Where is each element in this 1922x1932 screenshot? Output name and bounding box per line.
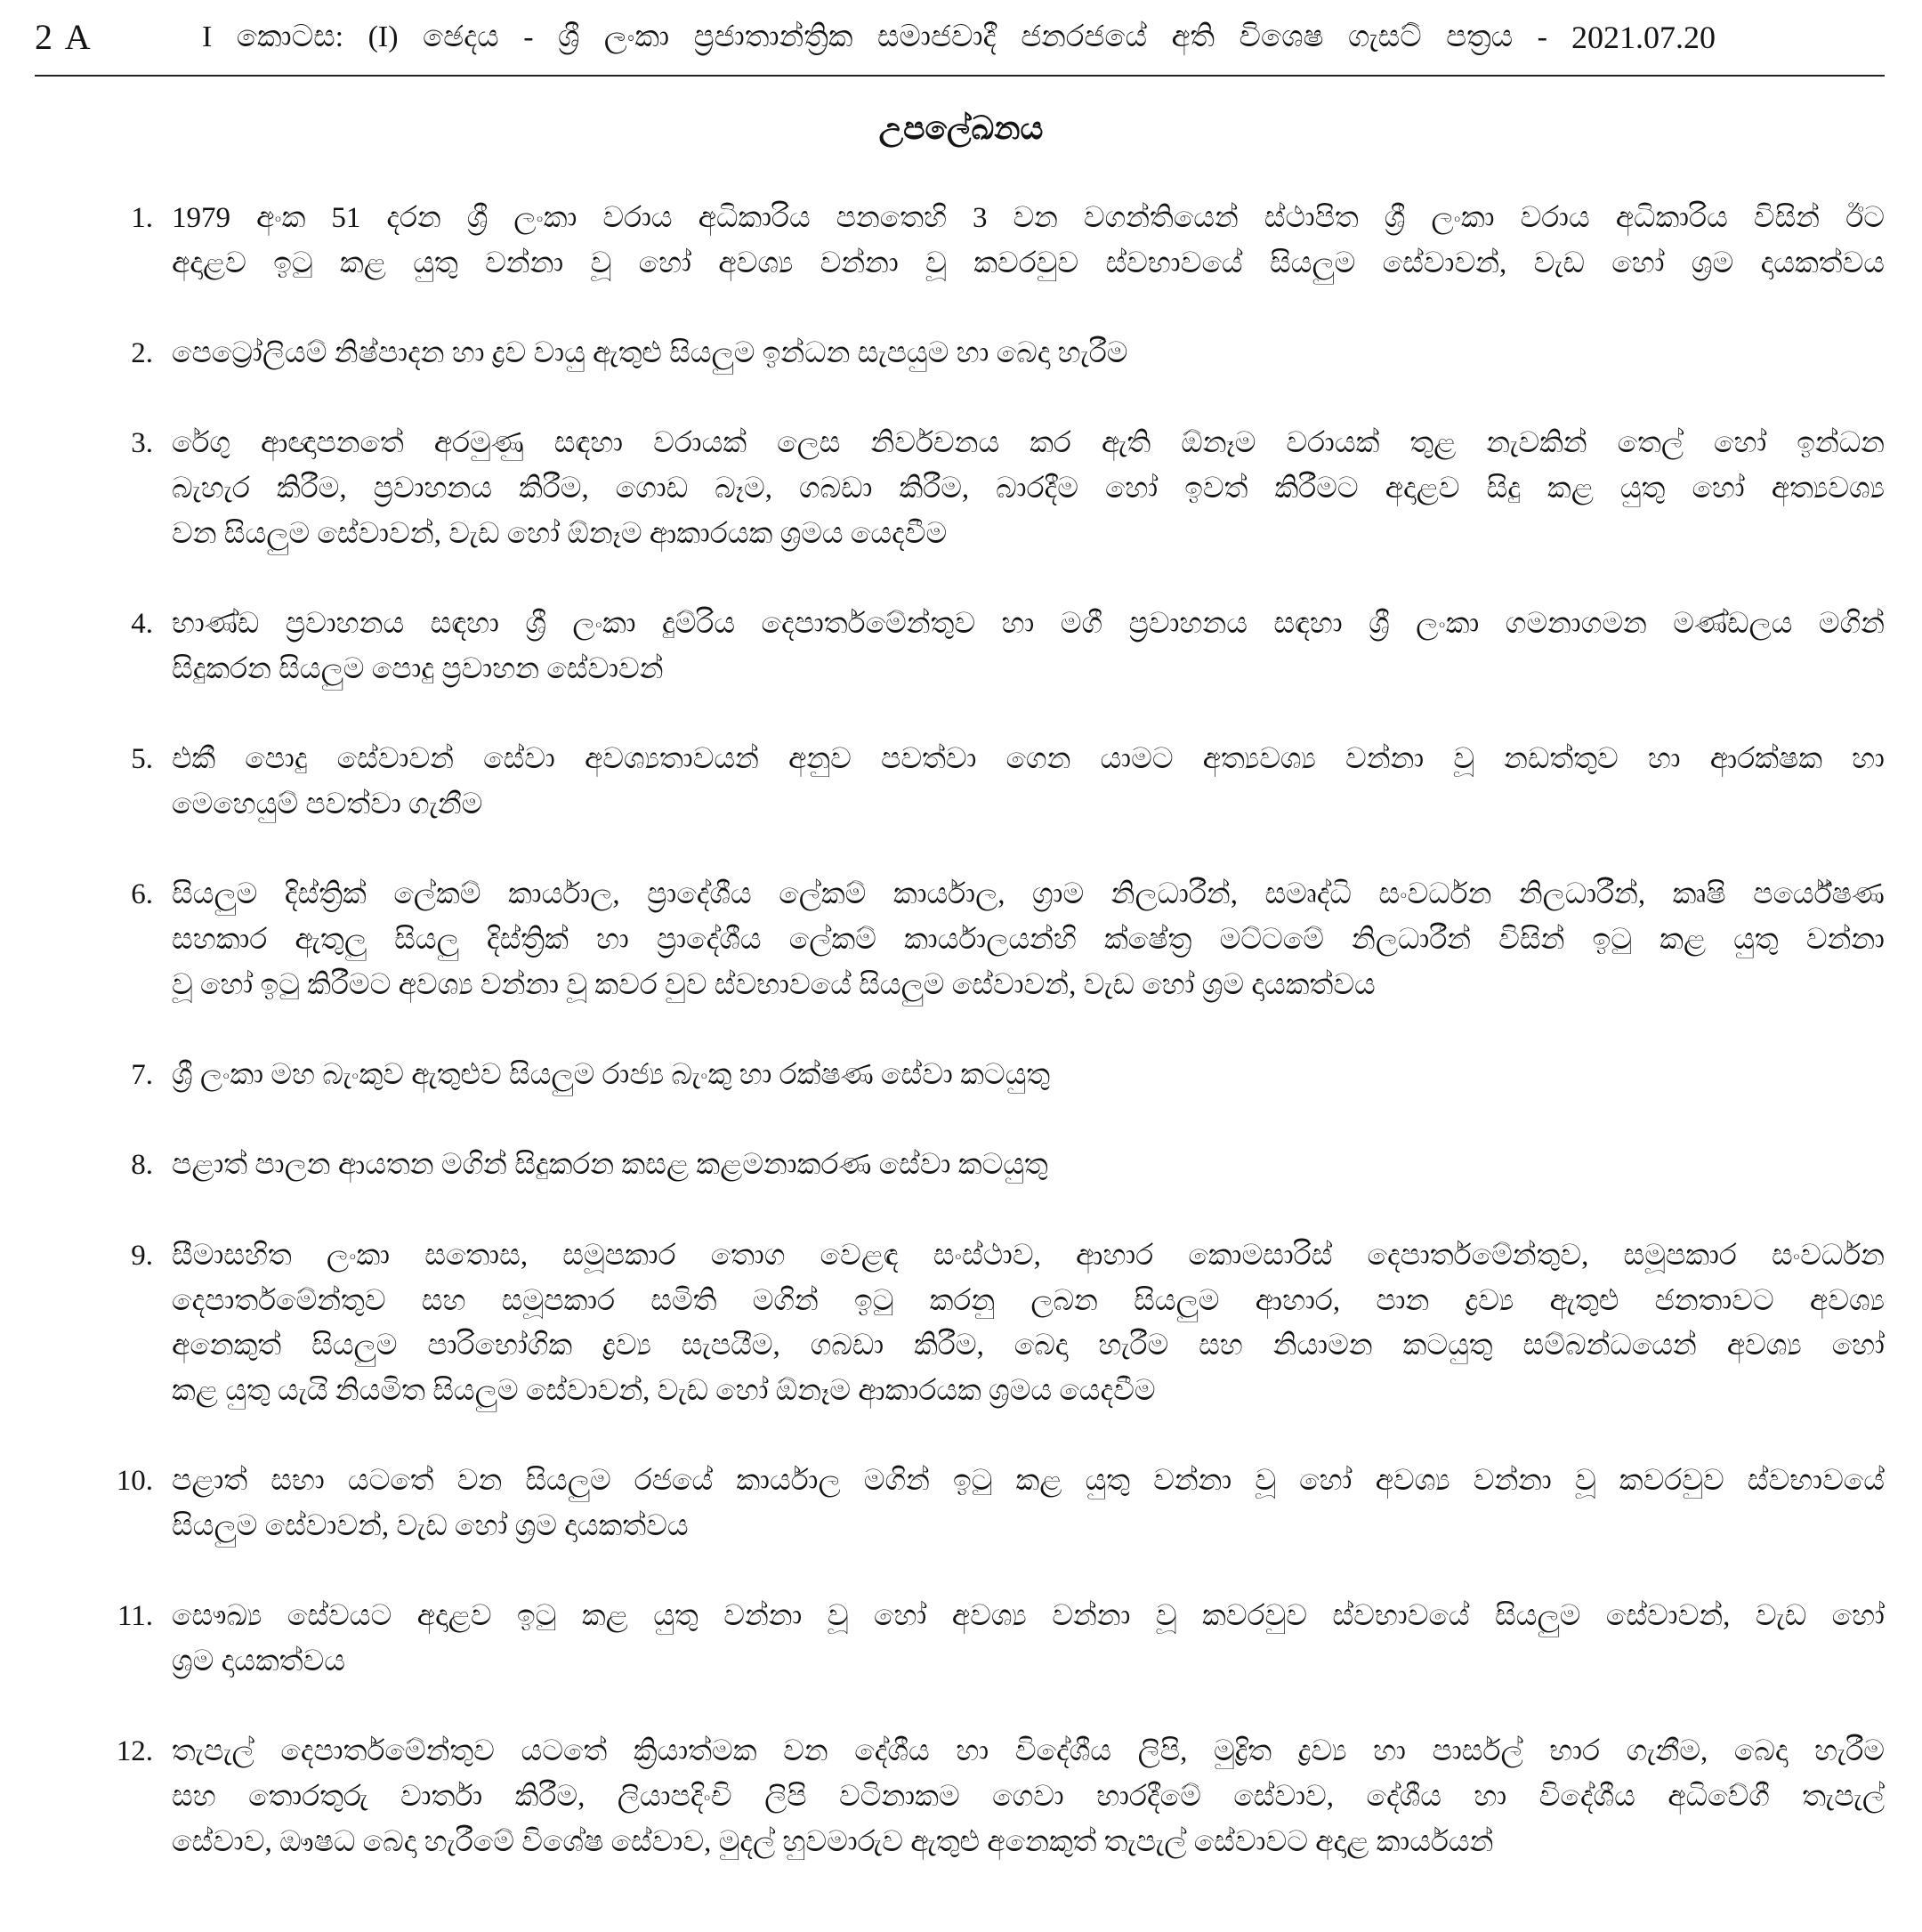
item-number: 11. — [117, 1600, 153, 1633]
item-text-line: අනෙකුත් සියලුම පාරිභෝගික ද්‍රව්‍ය සැපයීම, ගබඩා කිරීම, බෙදා හැරීම සහ නියාමන කටයුතු සම්බන්ධයෙන් අවශ්‍ය හෝ — [172, 1330, 1885, 1362]
item-text-line: සේවාව, ඖෂධ බෙදා හැරීමේ විශේෂ සේවාව, මුදල් හුවමාරුව ඇතුළු අනෙකුත් තැපැල් සේවාවට අදාළ කාර්යයන් — [172, 1825, 1494, 1858]
item-number: 6. — [131, 878, 153, 911]
item-text-line: සහකාර ඇතුලු සියලු දිස්ත්‍රික් හා ප්‍රාදේශීය ලේකම් කාර්යාලයන්හි ක්ෂේත්‍ර මට්ටමේ නිලධාරීන් විසින් ඉටු කළ යුතු වන්නා — [172, 924, 1885, 956]
item-text-line: පළාත් පාලන ආයතන මගින් සිදුකරන කසළ කළමනාකරණ සේවා කටයුතු — [172, 1149, 1048, 1182]
item-text — [172, 421, 1885, 556]
item-number: 5. — [131, 743, 153, 776]
item-number: 2. — [131, 337, 153, 370]
item-text — [172, 1459, 1885, 1548]
schedule-item — [89, 421, 1885, 556]
item-text-line: භාණ්ඩ ප්‍රවාහනය සඳහා ශ්‍රී ලංකා දුම්රිය දෙපාර්තමේන්තුව හා මගී ප්‍රවාහනය සඳහා ශ්‍රී ලංකා ගමනාගමන මණ්ඩලය මගින් — [172, 608, 1885, 641]
item-number: 9. — [131, 1239, 153, 1272]
schedule-item — [89, 196, 1885, 286]
item-text-line: වන සියලුම සේවාවන්, වැඩ හෝ ඕනෑම ආකාරයක ශ්‍රමය යෙදවීම — [172, 517, 948, 550]
schedule-item — [89, 737, 1885, 827]
item-text-line: සීමාසහිත ලංකා සතොස, සමූපකාර තොග වෙළඳ සංස්ථාව, ආහාර කොමසාරිස් දෙපාර්තමේන්තුව, සමූපකාර සංවර්ධන — [172, 1239, 1885, 1272]
item-text-line: ශ්‍රම දායකත්වය — [172, 1645, 345, 1677]
item-number: 8. — [131, 1149, 153, 1182]
item-number: 3. — [131, 427, 153, 460]
item-text-line: එකී පොදු සේවාවන් සේවා අවශ්‍යතාවයන් අනුව පවත්වා ගෙන යාමට අත්‍යවශ්‍ය වන්නා වූ නඩත්තුව හා ආරක්ෂක හා — [172, 743, 1885, 776]
item-number: 1. — [131, 202, 153, 234]
item-text-line: සහ තොරතුරු වාර්තා කිරීම, ලියාපදිංචි ලිපි වටිනාකම ගෙවා භාරදීමේ සේවාව, දේශීය හා විදේශීය අධිවේගී තැපැල් — [172, 1781, 1885, 1814]
item-text-line: පළාත් සභා යටතේ වන සියලුම රජයේ කාර්යාල මගින් ඉටු කළ යුතු වන්නා වූ හෝ අවශ්‍ය වන්නා වූ කවරවුව ස්වභාවයේ — [172, 1465, 1885, 1498]
item-text — [172, 1729, 1885, 1864]
item-text-line: සෞඛ්‍ය සේවයට අදාළව ඉටු කළ යුතු වන්නා වූ හෝ අවශ්‍ය වන්නා වූ කවරවුව ස්වභාවයේ සියලුම සේවාවන්, වැඩ හෝ — [172, 1600, 1885, 1633]
schedule-item — [89, 872, 1885, 1007]
item-text-line: රේගු ආඥාපනතේ අරමුණු සඳහා වරායක් ලෙස නිර්වචනය කර ඇති ඕනෑම වරායක් තුළ නැවකින් තෙල් හෝ ඉන්ධන — [172, 427, 1885, 460]
item-text — [172, 1143, 1885, 1188]
item-text-line: අදාළව ඉටු කළ යුතු වන්නා වූ හෝ අවශ්‍ය වන්නා වූ කවරවුව ස්වභාවයේ සියලුම සේවාවන්, වැඩ හෝ ශ්‍රම දායකත්වය — [172, 247, 1885, 279]
schedule-item — [89, 1143, 1885, 1188]
schedule-item — [89, 602, 1885, 691]
item-text-line: 1979 අංක 51 දරන ශ්‍රී ලංකා වරාය අධිකාරිය පනතෙහි 3 වන වගන්තියෙන් ස්ථාපිත ශ්‍රී ලංකා වරාය අධිකාරිය විසින් ඊට — [172, 202, 1885, 234]
item-number: 4. — [131, 608, 153, 641]
header-rule — [35, 75, 1885, 77]
item-text-line: බැහැර කිරීම, ප්‍රවාහනය කිරීම, ගොඩ බෑම, ගබඩා කිරීම, බාරදීම හෝ ඉවත් කිරීමට අදාළව සිදු කළ යුතු හෝ අත්‍යවශ්‍ය — [172, 473, 1885, 505]
schedule-item — [89, 1459, 1885, 1548]
item-text-line: සිදුකරන සියලුම පොදු ප්‍රවාහන සේවාවන් — [172, 652, 664, 685]
item-text — [172, 331, 1885, 376]
item-text — [172, 602, 1885, 691]
item-text-line: දෙපාර්තමේන්තුව සහ සමූපකාර සමිති මගින් ඉටු කරනු ලබන සියලුම ආහාර, පාන ද්‍රව්‍ය ඇතුළු ජනතාවට අවශ්‍ය — [172, 1284, 1885, 1317]
item-text — [172, 1053, 1885, 1098]
item-text — [172, 737, 1885, 827]
item-text — [172, 872, 1885, 1007]
gazette-header-title: I කොටස: (I) ඡෙදය - ශ්‍රී ලංකා ප්‍රජාතාන්ත්‍රික සමාජවාදී ජනරජයේ අති විශෙෂ ගැසට් පත්‍රය - — [202, 20, 1547, 53]
schedule-item — [89, 1594, 1885, 1684]
item-number: 12. — [116, 1735, 153, 1768]
schedule-item — [89, 1233, 1885, 1414]
schedule-items — [89, 196, 1885, 1864]
item-text-line: පෙට්‍රෝලියම් නිෂ්පාදන හා ද්‍රව වායු ඇතුළු සියලුම ඉන්ධන සැපයුම හා බෙදා හැරීම — [172, 337, 1128, 370]
item-text — [172, 1594, 1885, 1684]
item-text-line: මෙහෙයුම් පවත්වා ගැනීම — [172, 788, 483, 820]
item-text-line: වූ හෝ ඉටු කිරීමට අවශ්‍ය වන්නා වූ කවර වුව ස්වභාවයේ සියලුම සේවාවන්, වැඩ හෝ ශ්‍රම දායකත්වය — [172, 968, 1376, 1001]
item-text-line: සියලුම සේවාවන්, වැඩ හෝ ශ්‍රම දායකත්වය — [172, 1509, 689, 1542]
gazette-date: 2021.07.20 — [1571, 20, 1716, 55]
item-text-line: කළ යුතු යැයි නියමිත සියලුම සේවාවන්, වැඩ හෝ ඕනෑම ආකාරයක ශ්‍රමය යෙදවීම — [172, 1374, 1156, 1407]
item-text-line: තැපැල් දෙපාර්තමේන්තුව යටතේ ක්‍රියාත්මක වන දේශීය හා විදේශීය ලිපි, මුද්‍රිත ද්‍රව්‍ය හා පාර්සල් භාර ගැනීම, බෙදා හැරීම — [172, 1735, 1885, 1768]
item-text-line: සියලුම දිස්ත්‍රික් ලේකම් කාර්යාල, ප්‍රාදේශීය ලේකම් කාර්යාල, ග්‍රාම නිලධාරීන්, සමෘද්ධි සංවර්ධන නිලධාරීන්, කෘෂි පර්යේෂණ — [172, 878, 1885, 911]
item-number: 7. — [131, 1059, 153, 1092]
item-text — [172, 1233, 1885, 1414]
schedule-item — [89, 331, 1885, 376]
item-number: 10. — [116, 1465, 153, 1498]
item-text-line: ශ්‍රී ලංකා මහ බැංකුව ඇතුළුව සියලුම රාජ්‍ය බැංකු හා රක්ෂණ සේවා කටයුතු — [172, 1059, 1051, 1092]
schedule-item — [89, 1729, 1885, 1864]
schedule-title: උපලේඛනය — [878, 110, 1044, 146]
schedule-item — [89, 1053, 1885, 1098]
item-text — [172, 196, 1885, 286]
page-number: 2 A — [35, 17, 91, 57]
